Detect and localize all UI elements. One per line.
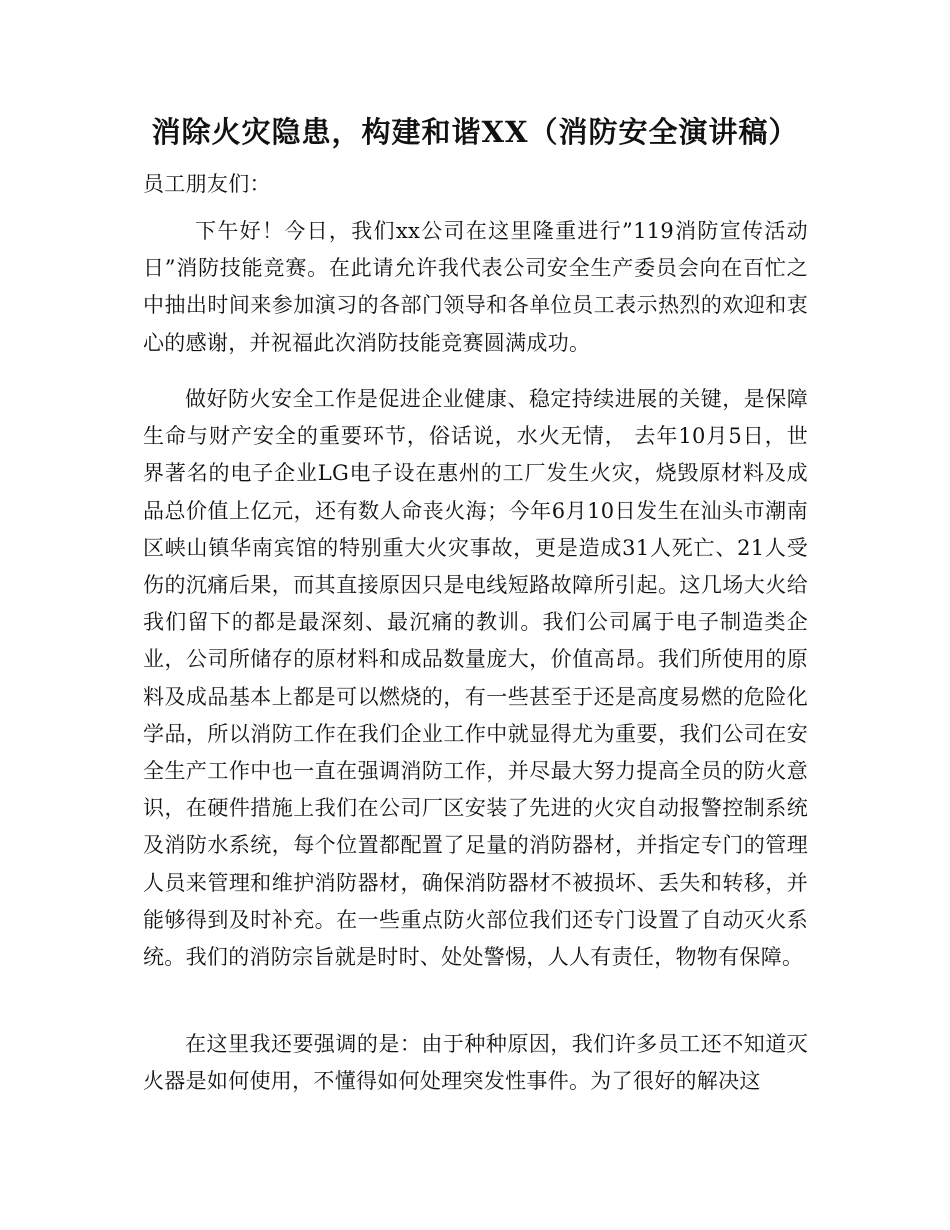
document-title: 消除火灾隐患，构建和谐XX（消防安全演讲稿） [151, 115, 799, 149]
salutation: 员工朋友们： [143, 172, 271, 196]
paragraph-fire-safety-importance: 做好防火安全工作是促进企业健康、稳定持续进展的关键，是保障生命与财产安全的重要环节，俗话说，水火无情， 去年10月5日，世界著名的电子企业LG电子设在惠州的工厂发生火灾，烧毁原材料及成品总价值上亿元，还有数人命丧火海；今年6月10日发生在汕头市潮南区峡山镇华南宾馆的特别重大火灾事故，更是造成31人死亡、21人受伤的沉痛后果，而其直接原因只是电线短路故障所引起。这几场大火给我们留下的都是最深刻、最沉痛的教训。我们公司属于电子制造类企业，公司所储存的原材料和成品数量庞大，价值高昂。我们所使用的原料及成品基本上都是可以燃烧的，有一些甚至于还是高度易燃的危险化学品，所以消防工作在我们企业工作中就显得尤为重要，我们公司在安全生产工作中也一直在强调消防工作，并尽最大努力提高全员的防火意识，在硬件措施上我们在公司厂区安装了先进的火灾自动报警控制系统及消防水系统，每个位置都配置了足量的消防器材，并指定专门的管理人员来管理和维护消防器材，确保消防器材不被损坏、丢失和转移，并能够得到及时补充。在一些重点防火部位我们还专门设置了自动灭火系统。我们的消防宗旨就是时时、处处警惕，人人有责任，物物有保障。 [143, 387, 808, 970]
paragraph-training-emphasis: 在这里我还要强调的是：由于种种原因，我们许多员工还不知道灭火器是如何使用，不懂得如何处理突发性事件。为了很好的解决这 [143, 1032, 808, 1094]
paragraph-opening: 下午好！今日，我们xx公司在这里隆重进行”119消防宣传活动日”消防技能竞赛。在此请允许我代表公司安全生产委员会向在百忙之中抽出时间来参加演习的各部门领导和各单位员工表示热烈的欢迎和衷心的感谢，并祝福此次消防技能竞赛圆满成功。 [143, 219, 808, 355]
